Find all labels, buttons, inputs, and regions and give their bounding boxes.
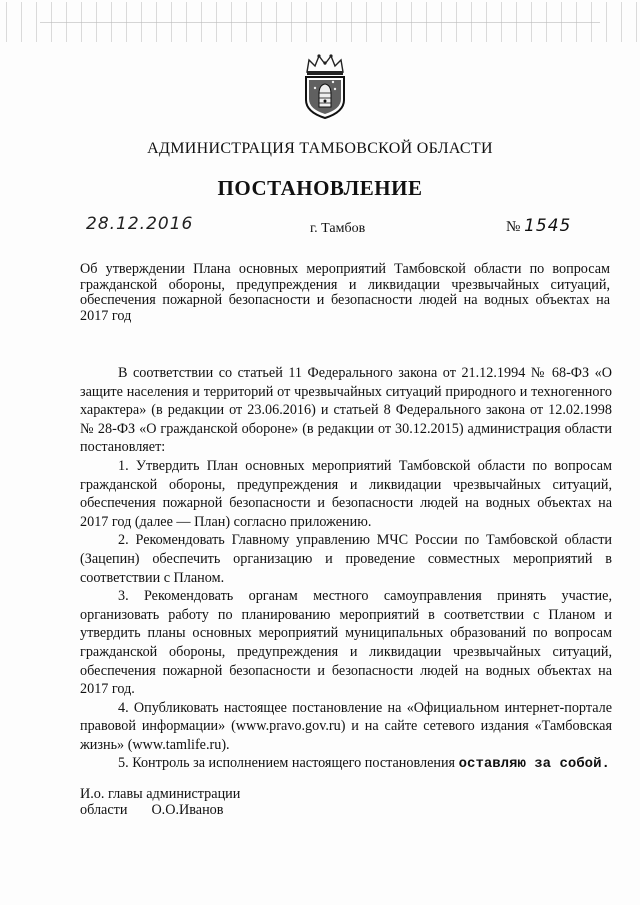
item-paragraph-4: 4. Опубликовать настоящее постановление на «Официальном интернет-портале правовой информации» (www.pravo.gov.ru) и на сайте сетевого издания «Тамбовская жизнь» (www.tamlife.ru). <box>80 699 612 753</box>
organization-name: АДМИНИСТРАЦИЯ ТАМБОВСКОЙ ОБЛАСТИ <box>147 140 493 157</box>
item-paragraph-3: 3. Рекомендовать органам местного самоуправления принять участие, организовать работу по планированию мероприятий в соответствии с Планом и утвердить планы основных мероприятий муниципальных образований по вопросам гражданской обороны, предупреждения и ликвидации чрезвычайных ситуаций, обеспечения пожарной безопасности и безопасности людей на водных объектах на 2017 год. <box>80 588 612 698</box>
document-date: 28.12.2016 <box>86 214 194 234</box>
document-city: г. Тамбов <box>310 221 366 236</box>
document-title: ПОСТАНОВЛЕНИЕ <box>217 176 423 200</box>
signature-line-2 <box>80 803 240 819</box>
item-5-typed-text: оставляю за собой. <box>458 756 610 773</box>
scan-artifact-line <box>40 22 600 23</box>
tambov-coat-of-arms-icon <box>297 52 353 120</box>
document-body <box>80 364 612 774</box>
signatory-name: О.О.Иванов <box>151 801 224 818</box>
item-paragraph-1: 1. Утвердить План основных мероприятий Тамбовской области по вопросам гражданской обороны, предупреждения и ликвидации чрезвычайных ситуаций, обеспечения пожарной безопасности и безопасности людей на водных объектах на 2017 год (далее — План) согласно приложению. <box>80 457 612 530</box>
signature-position-cont: области <box>80 801 128 818</box>
document-subject: Об утверждении Плана основных мероприятий Тамбовской области по вопросам гражданской обороны, предупреждения и ликвидации чрезвычайных ситуаций, обеспечения пожарной безопасности и безопасности людей на водных объектах на 2017 год <box>80 261 610 324</box>
number-value: 1545 <box>524 216 572 236</box>
number-label: № <box>506 219 521 235</box>
item-paragraph-5 <box>80 754 612 774</box>
item-paragraph-2: 2. Рекомендовать Главному управлению МЧС России по Тамбовской области (Зацепин) обеспечить организацию и проведение совместных мероприятий в соответствии с Планом. <box>80 532 612 586</box>
preamble-paragraph: В соответствии со статьей 11 Федерального закона от 21.12.1994 № 68-ФЗ «О защите населения и территорий от чрезвычайных ситуаций природного и техногенного характера» (в редакции от 23.06.2016) и статьей 8 Федерального закона от 12.02.1998 № 28-ФЗ «О гражданской обороне» (в редакции от 30.12.2015) администрация области постановляет: <box>80 365 612 456</box>
item-5-text: 5. Контроль за исполнением настоящего постановления <box>118 755 456 772</box>
document-number <box>506 216 571 236</box>
signature-block <box>80 787 240 818</box>
signature-position: И.о. главы администрации <box>80 786 241 802</box>
